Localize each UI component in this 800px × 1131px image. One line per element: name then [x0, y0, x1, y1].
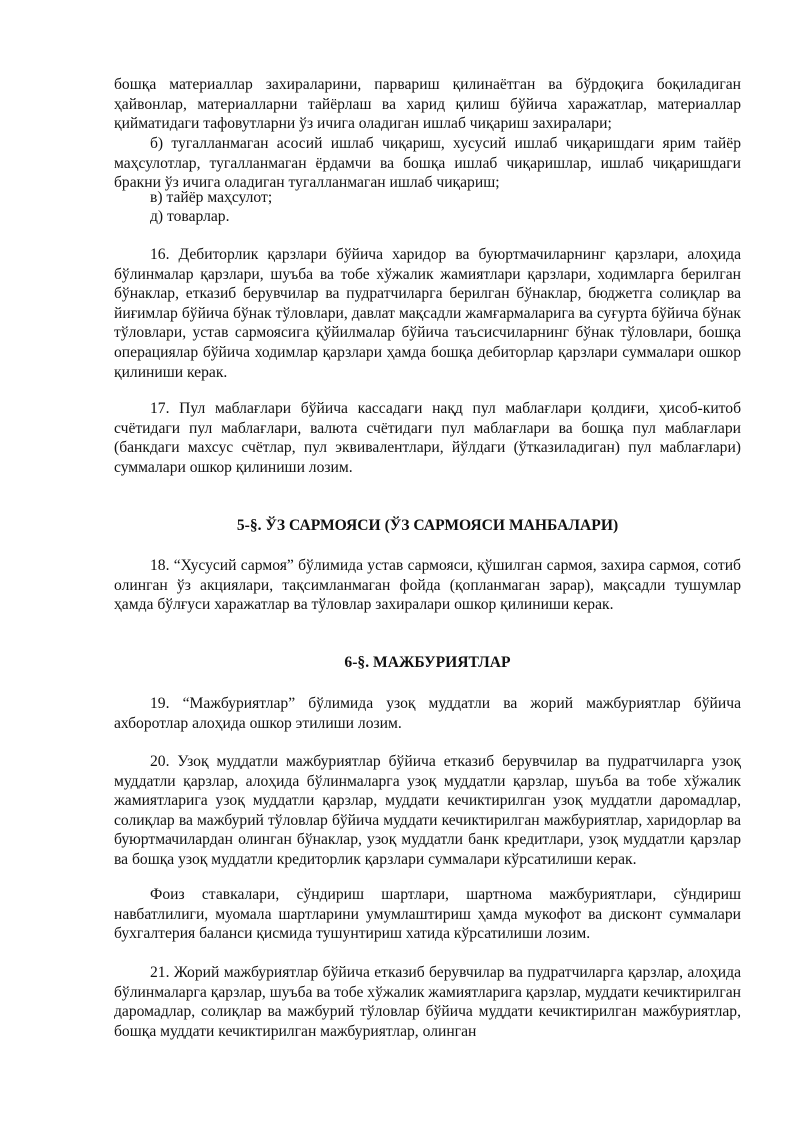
paragraph-19: 19. “Мажбуриятлар” бўлимида узоқ муддатли ва жорий мажбуриятлар бўйича ахборотлар алоҳида ошкор этилиши лозим.: [114, 695, 741, 732]
paragraph-production-reserves-continued: бошқа материаллар захираларини, парвариш қилинаётган ва бўрдоқига боқиладиган ҳайвонлар, материалларни тайёрлаш ва харид қилиш бўйича харажатлар, материаллар қийматидаги тафовутларни ўз ичига оладиган ишлаб чиқариш захиралари;: [114, 76, 741, 133]
section-heading-6: 6-§. МАЖБУРИЯТЛАР: [344, 654, 511, 671]
section-heading-5: 5-§. ЎЗ САРМОЯСИ (ЎЗ САРМОЯСИ МАНБАЛАРИ): [236, 517, 619, 534]
paragraph-16: 16. Дебиторлик қарзлари бўйича харидор ва буюртмачиларнинг қарзлари, алоҳида бўлинмалар қарзлари, шуъба ва тобе хўжалик жамиятлари қарзлари, ходимларга берилган бўнаклар, етказиб берувчилар ва пудратчиларга берилган бўнаклар, бюджетга солиқлар ва йиғимлар бўйича бўнак тўловлари, давлат мақсадли жамғармаларига ва суғурта бўйича бўнак тўловлари, устав сармоясига қўйилмалар бўйича таъсисчиларнинг бўнак тўловлари, бошқа операциялар бўйича ходимлар қарзлари ҳамда бошқа дебиторлар қарзлари суммалари ошкор қилиниши керак.: [114, 246, 741, 381]
paragraph-item-v: в) тайёр маҳсулот;: [150, 189, 273, 206]
paragraph-18: 18. “Хусусий сармоя” бўлимида устав сармояси, қўшилган сармоя, захира сармоя, сотиб олинган ўз акциялари, тақсимланмаган фойда (қопланмаган зарар), мақсадли тушумлар ҳамда бўлғуси харажатлар ва тўловлар захиралари ошкор қилиниши керак.: [114, 557, 741, 614]
paragraph-21: 21. Жорий мажбуриятлар бўйича етказиб берувчилар ва пудратчиларга қарзлар, алоҳида бўлинмаларга қарзлар, шуъба ва тобе хўжалик жамиятларига қарзлар, муддати кечиктирилган даромадлар, солиқлар ва мажбурий тўловлар бўйича муддати кечиктирилган мажбуриятлар, бошқа муддати кечиктирилган мажбуриятлар, олинган: [114, 964, 741, 1040]
paragraph-20: 20. Узоқ муддатли мажбуриятлар бўйича етказиб берувчилар ва пудратчиларга узоқ муддатли қарзлар, алоҳида бўлинмаларга узоқ муддатли қарзлар, шуъба ва тобе хўжалик жамиятларига узоқ муддатли қарзлар, муддати кечиктирилган узоқ муддатли даромадлар, солиқлар ва мажбурий тўловлар бўйича муддати кечиктирилган мажбуриятлар, харидорлар ва буюртмачилардан олинган бўнаклар, узоқ муддатли банк кредитлари, узоқ муддатли қарзлар ва бошқа узоқ муддатли кредиторлик қарзлари суммалари кўрсатилиши керак.: [114, 753, 741, 868]
paragraph-item-d: д) товарлар.: [150, 208, 230, 225]
paragraph-item-b: б) тугалланмаган асосий ишлаб чиқариш, хусусий ишлаб чиқаришдаги ярим тайёр маҳсулотлар, тугалланмаган ёрдамчи ва бошқа ишлаб чиқаришлар, ишлаб чиқаришдаги бракни ўз ичига оладиган тугалланмаган ишлаб чиқариш;: [114, 135, 741, 192]
paragraph-17: 17. Пул маблағлари бўйича кассадаги нақд пул маблағлари қолдиғи, ҳисоб-китоб счётидаги пул маблағлари, валюта счётидаги пул маблағлари ва бошқа пул маблағлари (банкдаги махсус счётлар, пул эквивалентлари, йўлдаги (ўтказиладиган) пул маблағлари) суммалари ошкор қилиниши лозим.: [114, 400, 741, 476]
paragraph-20-interest-rates: Фоиз ставкалари, сўндириш шартлари, шартнома мажбуриятлари, сўндириш навбатлилиги, муомала шартларини умумлаштириш ҳамда мукофот ва дисконт суммалари бухгалтерия баланси қисмида тушунтириш хатида кўрсатилиши лозим.: [114, 886, 741, 943]
